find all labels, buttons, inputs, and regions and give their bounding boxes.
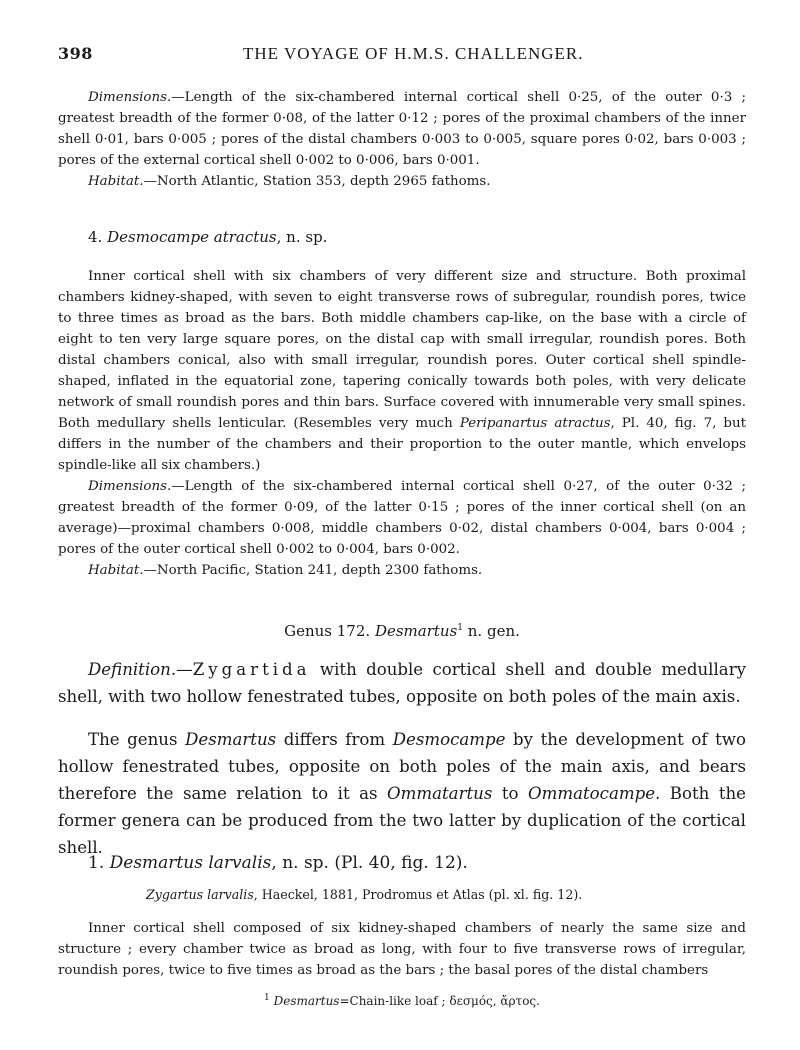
genus-ref: Desmartus [185, 730, 277, 749]
species-number: 4. [88, 228, 103, 246]
dimensions-text: —Length of the six-chambered internal cortical shell 0·27, of the outer 0·32 ; greatest breadth of the former 0·09, of the latter 0·15 ; pores of the inner cortical shell (on an average)—proximal chambers 0·008, middle chambers 0·02, distal chambers 0·004, bars 0·004 ; pores of the outer cortical shell 0·002 to 0·004, bars 0·002. [58, 479, 746, 557]
genus-body [58, 656, 746, 861]
habitat-paragraph [58, 560, 746, 581]
genus-ref: Ommatartus [387, 784, 493, 803]
footnote [58, 993, 746, 1008]
footnote-text: =Chain-like loaf ; δεσμός, ἄρτος. [339, 994, 540, 1008]
habitat-text: —North Pacific, Station 241, depth 2300 fathoms. [143, 563, 483, 578]
dimensions-paragraph [58, 87, 746, 171]
footnote-marker: 1 [457, 623, 463, 633]
synonym-name: Zygartus larvalis [146, 887, 254, 902]
definition-paragraph [58, 656, 746, 710]
description-text: Inner cortical shell composed of six kidney-shaped chambers of nearly the same size and structure ; every chamber twice as broad as long, with four to five transverse rows of irregular, roundish pores, twice to five times as broad as the bars ; the basal pores of the distal chambers [58, 921, 746, 978]
footnote-marker: 1 [264, 993, 270, 1003]
species-4-heading [88, 228, 776, 246]
habitat-text: —North Atlantic, Station 353, depth 2965 fathoms. [143, 174, 491, 189]
habitat-label: Habitat. [88, 174, 144, 189]
genus-heading [58, 622, 746, 640]
discussion-text: The genus [88, 730, 186, 749]
dimensions-text: —Length of the six-chambered internal cortical shell 0·25, of the outer 0·3 ; greatest breadth of the former 0·08, of the latter 0·12 ; pores of the proximal chambers of the inner shell 0·01, bars 0·005 ; pores of the distal chambers 0·003 to 0·005, square pores 0·02, bars 0·003 ; pores of the external cortical shell 0·002 to 0·006, bars 0·001. [58, 90, 746, 168]
description-ref: , Pl. 40, fig. 7, but differs in the number of the chambers and their proportion to the outer mantle, which envelops spindle-like all six chambers.) [58, 416, 746, 473]
discussion-text: to [492, 784, 529, 803]
discussion-text: differs from [276, 730, 393, 749]
species-name: Desmocampe atractus [107, 228, 277, 246]
running-title: THE VOYAGE OF H.M.S. CHALLENGER. [243, 44, 584, 63]
species-number: 1. [88, 853, 105, 873]
genus-discussion [58, 726, 746, 861]
definition-text: with double cortical shell and double medullary shell, with two hollow fenestrated tubes, opposite on both poles of the main axis. [58, 660, 746, 706]
species-suffix: , n. sp. [276, 228, 328, 246]
definition-label: Definition. [88, 660, 177, 679]
definition-dash: — [176, 660, 193, 679]
habitat-paragraph [58, 171, 746, 192]
dimensions-label: Dimensions. [88, 479, 172, 494]
discussion-text: by the development of two hollow fenestrated tubes, opposite on both poles of the main axis, and bears therefore the same relation to it as [58, 730, 746, 803]
description-italic: Peripanartus atractus [459, 416, 611, 431]
description-text: Inner cortical shell with six chambers of very different size and structure. Both proximal chambers kidney-shaped, with seven to eight transverse rows of subregular, roundish pores, twice to three times as broad as the bars. Both middle chambers cap-like, on the base with a circle of eight to ten very large square pores, on the distal cap with small irregular, roundish pores. Both distal chambers conical, also with small irregular, roundish pores. Outer cortical shell spindle-shaped, inflated in the equatorial zone, tapering conically towards both poles, with very delicate network of small roundish pores and thin bars. Surface covered with innumerable very small spines. Both medullary shells lenticular. (Resembles very much [58, 269, 746, 431]
definition-taxon: Zygartida [192, 660, 311, 679]
species-name: Desmartus larvalis [109, 853, 272, 873]
dimensions-label: Dimensions. [88, 90, 172, 105]
genus-ref: Desmocampe [392, 730, 506, 749]
dimensions-paragraph [58, 476, 746, 560]
genus-ref: Ommatocampe. [528, 784, 661, 803]
previous-species-continuation [58, 87, 746, 192]
synonymy-line [146, 887, 746, 902]
species-1-description [58, 918, 746, 981]
genus-suffix: n. gen. [463, 622, 520, 640]
footnote-name: Desmartus [273, 994, 340, 1008]
description-paragraph [58, 266, 746, 476]
discussion-text: Both the former genera can be produced from the two latter by duplication of the cortical shell. [58, 784, 746, 857]
genus-name: Desmartus [374, 622, 458, 640]
page-number: 398 [58, 44, 93, 63]
species-4-body [58, 266, 746, 581]
habitat-label: Habitat. [88, 563, 144, 578]
species-suffix: , n. sp. (Pl. 40, fig. 12). [271, 853, 468, 873]
genus-number: Genus 172. [284, 622, 371, 640]
synonym-ref: , Haeckel, 1881, Prodromus et Atlas (pl. xl. fig. 12). [253, 887, 583, 902]
species-1-heading [88, 853, 776, 873]
